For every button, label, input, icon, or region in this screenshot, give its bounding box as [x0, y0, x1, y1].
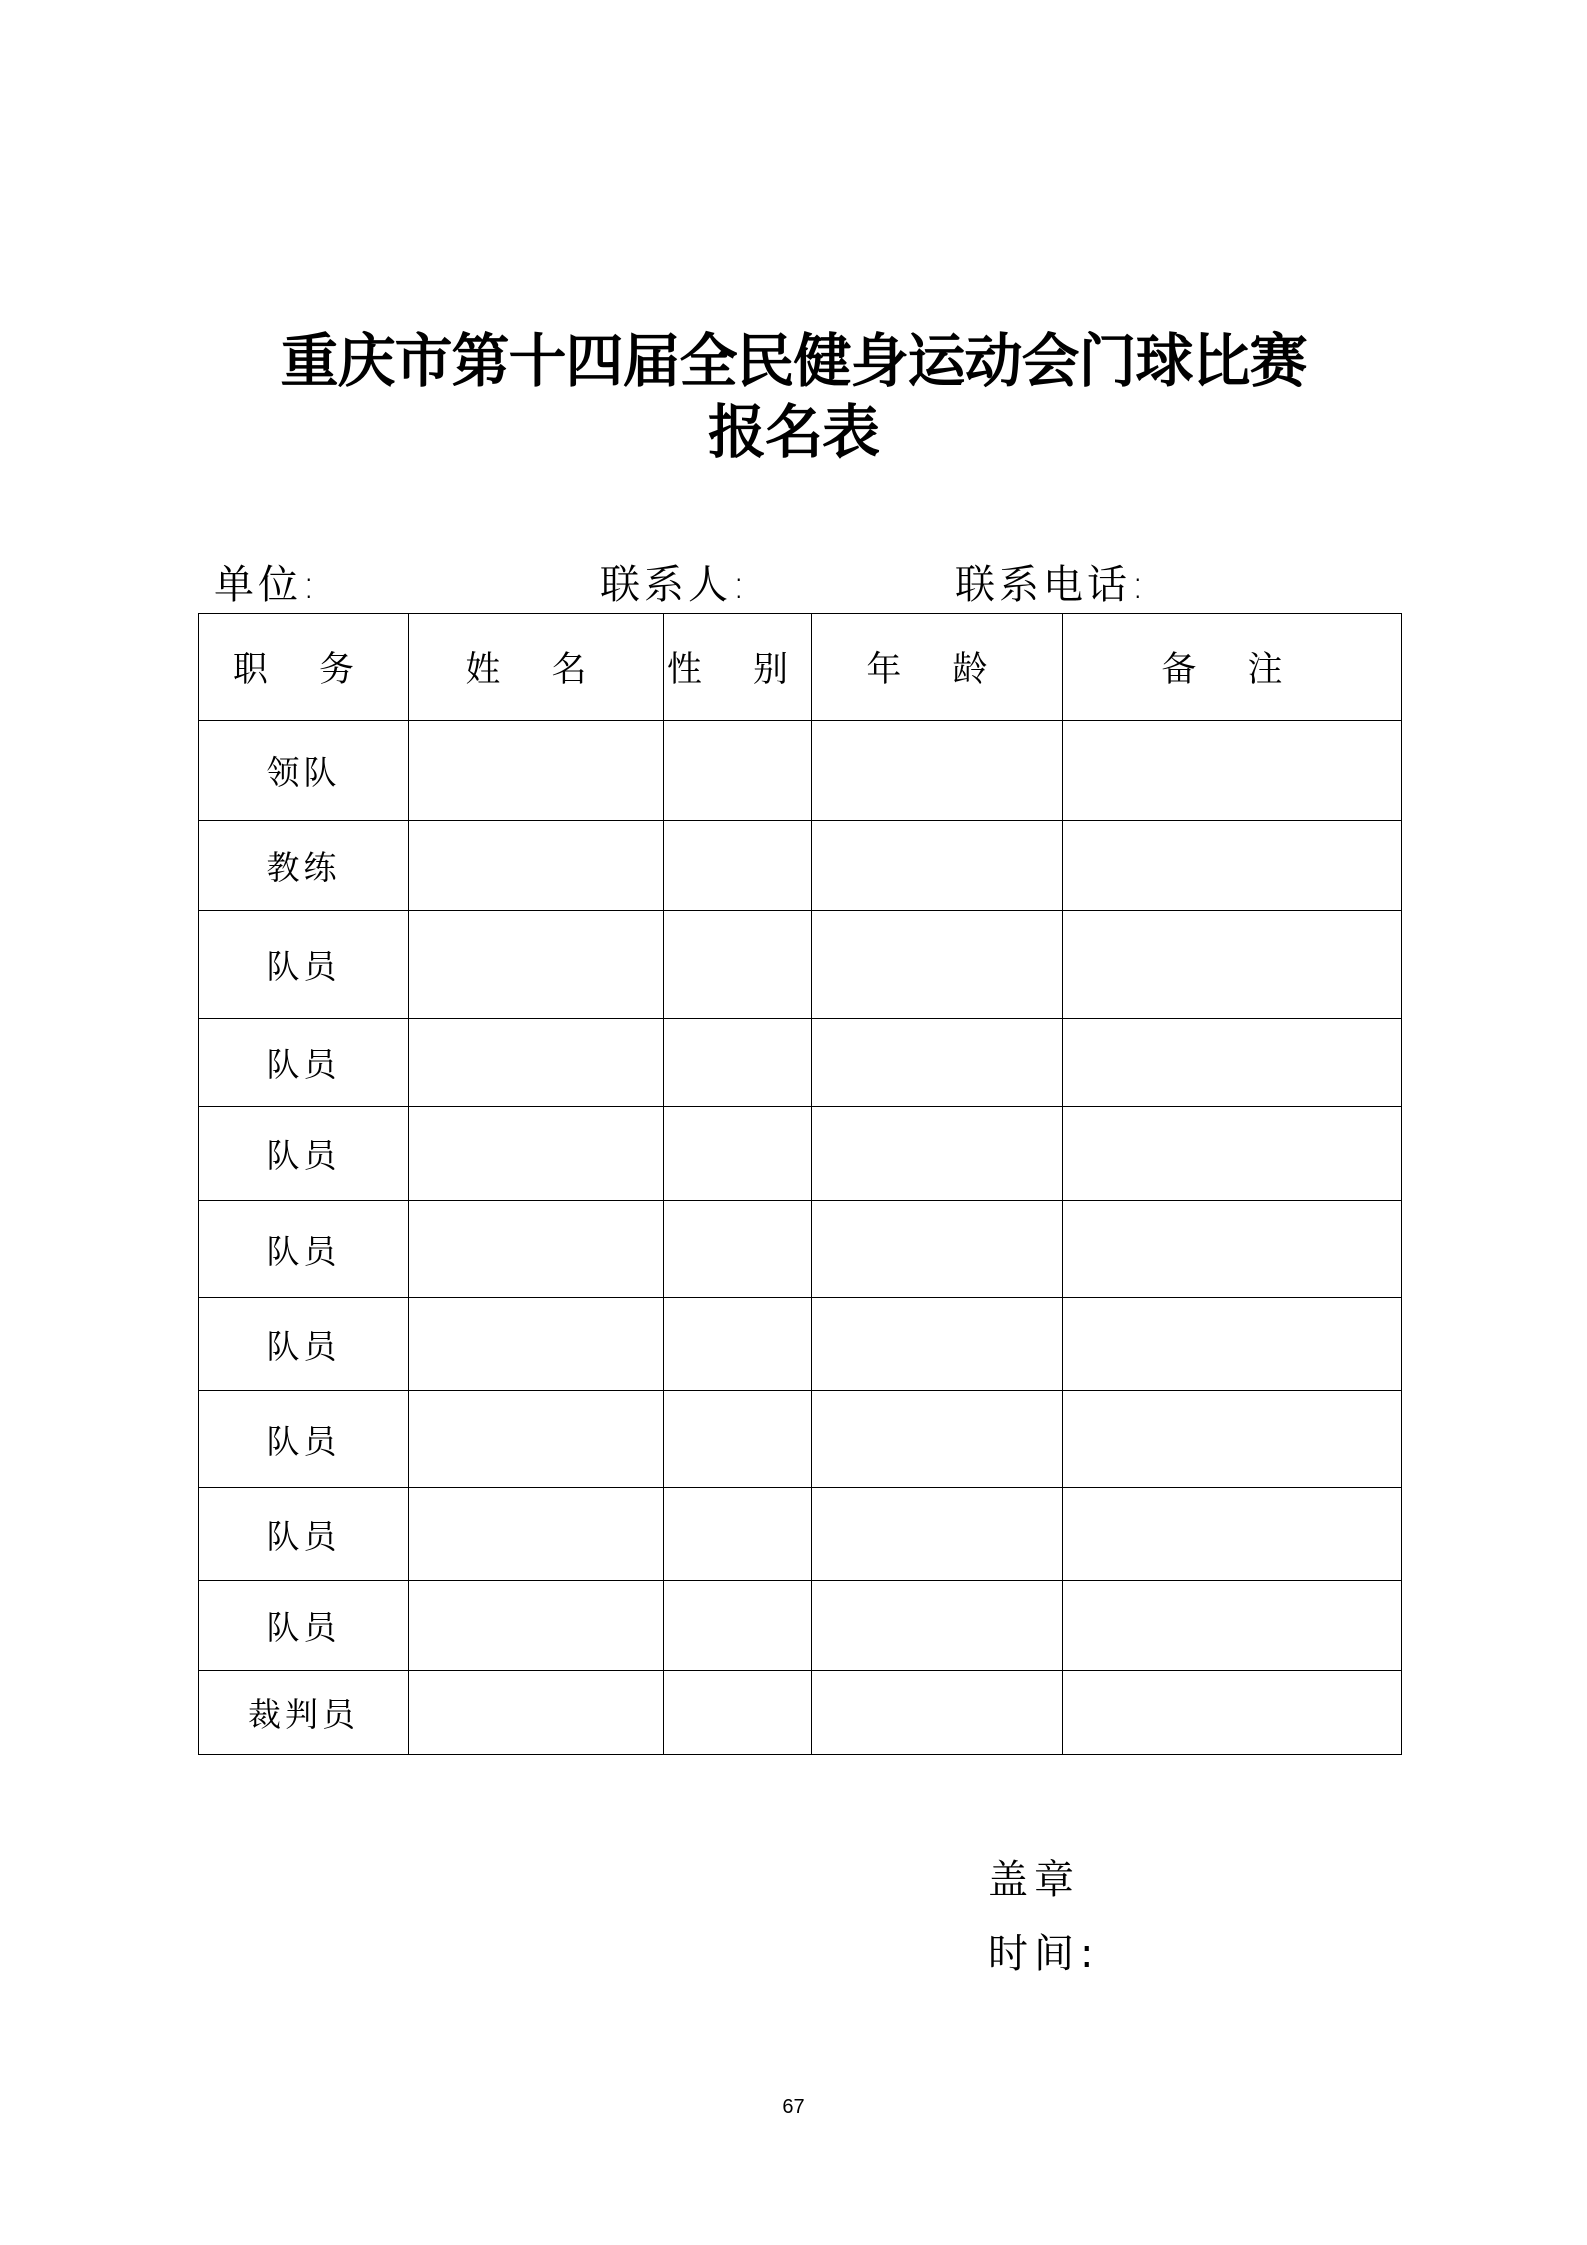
- header-remark: 备 注: [1063, 614, 1402, 721]
- role-cell: 队员: [199, 1488, 409, 1581]
- age-cell[interactable]: [812, 821, 1063, 911]
- seal-label: 盖章: [988, 1857, 1080, 1903]
- age-cell[interactable]: [812, 1201, 1063, 1298]
- name-cell[interactable]: [409, 1488, 664, 1581]
- gender-cell[interactable]: [664, 721, 812, 821]
- date-label: 时间:: [988, 1931, 1100, 1977]
- age-cell[interactable]: [812, 1107, 1063, 1201]
- name-cell[interactable]: [409, 1391, 664, 1488]
- role-cell: 裁判员: [199, 1671, 409, 1755]
- table-row: [199, 911, 1402, 1019]
- role-cell: 队员: [199, 911, 409, 1019]
- gender-cell[interactable]: [664, 911, 812, 1019]
- gender-cell[interactable]: [664, 1201, 812, 1298]
- remark-cell[interactable]: [1063, 821, 1402, 911]
- header-name: 姓 名: [409, 614, 664, 721]
- remark-cell[interactable]: [1063, 1107, 1402, 1201]
- name-cell[interactable]: [409, 911, 664, 1019]
- name-cell[interactable]: [409, 1107, 664, 1201]
- name-cell[interactable]: [409, 1581, 664, 1671]
- age-cell[interactable]: [812, 1298, 1063, 1391]
- document-subtitle: 报名表: [707, 398, 879, 466]
- remark-cell[interactable]: [1063, 1581, 1402, 1671]
- name-cell[interactable]: [409, 1298, 664, 1391]
- contact-person-label: 联系人:: [600, 562, 750, 608]
- table-row: [199, 1488, 1402, 1581]
- document-title: 重庆市第十四届全民健身运动会门球比赛: [280, 327, 1307, 395]
- table-row: [199, 1581, 1402, 1671]
- role-cell: 队员: [199, 1019, 409, 1107]
- registration-table: [198, 613, 1402, 1755]
- gender-cell[interactable]: [664, 1581, 812, 1671]
- header-position: 职 务: [199, 614, 409, 721]
- table-row: [199, 1107, 1402, 1201]
- gender-cell[interactable]: [664, 1488, 812, 1581]
- gender-cell[interactable]: [664, 1671, 812, 1755]
- table-row: [199, 821, 1402, 911]
- name-cell[interactable]: [409, 1201, 664, 1298]
- table-row: [199, 721, 1402, 821]
- header-age: 年 龄: [812, 614, 1063, 721]
- age-cell[interactable]: [812, 1019, 1063, 1107]
- table-row: [199, 1201, 1402, 1298]
- role-cell: 队员: [199, 1201, 409, 1298]
- gender-cell[interactable]: [664, 1107, 812, 1201]
- unit-label: 单位:: [214, 562, 320, 608]
- age-cell[interactable]: [812, 1671, 1063, 1755]
- role-cell: 队员: [199, 1298, 409, 1391]
- remark-cell[interactable]: [1063, 1201, 1402, 1298]
- role-cell: 队员: [199, 1581, 409, 1671]
- age-cell[interactable]: [812, 1581, 1063, 1671]
- role-cell: 队员: [199, 1391, 409, 1488]
- remark-cell[interactable]: [1063, 911, 1402, 1019]
- gender-cell[interactable]: [664, 821, 812, 911]
- table-header-row: [199, 614, 1402, 721]
- name-cell[interactable]: [409, 1019, 664, 1107]
- age-cell[interactable]: [812, 721, 1063, 821]
- page-number: 67: [782, 2096, 805, 2118]
- contact-phone-label: 联系电话:: [955, 562, 1149, 608]
- remark-cell[interactable]: [1063, 1391, 1402, 1488]
- role-cell: 领队: [199, 721, 409, 821]
- age-cell[interactable]: [812, 1488, 1063, 1581]
- name-cell[interactable]: [409, 821, 664, 911]
- table-row: [199, 1391, 1402, 1488]
- age-cell[interactable]: [812, 1391, 1063, 1488]
- role-cell: 教练: [199, 821, 409, 911]
- remark-cell[interactable]: [1063, 1671, 1402, 1755]
- age-cell[interactable]: [812, 911, 1063, 1019]
- remark-cell[interactable]: [1063, 1488, 1402, 1581]
- table-row: [199, 1671, 1402, 1755]
- gender-cell[interactable]: [664, 1019, 812, 1107]
- header-gender: 性 别: [664, 614, 812, 721]
- gender-cell[interactable]: [664, 1298, 812, 1391]
- table-row: [199, 1298, 1402, 1391]
- remark-cell[interactable]: [1063, 1298, 1402, 1391]
- role-cell: 队员: [199, 1107, 409, 1201]
- gender-cell[interactable]: [664, 1391, 812, 1488]
- name-cell[interactable]: [409, 1671, 664, 1755]
- name-cell[interactable]: [409, 721, 664, 821]
- remark-cell[interactable]: [1063, 721, 1402, 821]
- table-row: [199, 1019, 1402, 1107]
- remark-cell[interactable]: [1063, 1019, 1402, 1107]
